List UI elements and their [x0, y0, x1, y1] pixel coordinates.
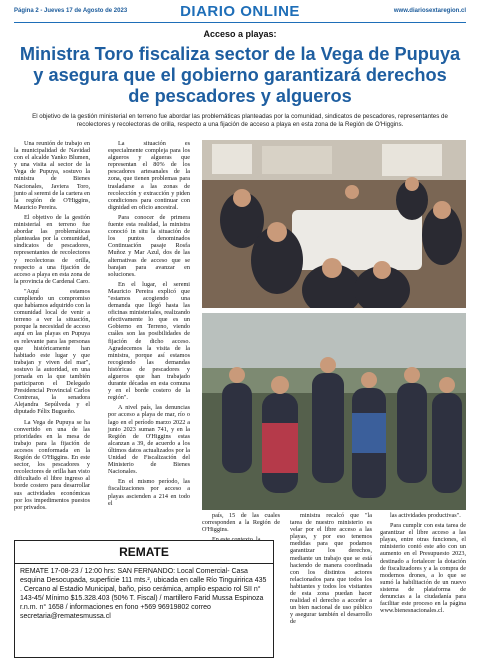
field-visit-photo-illustration: [202, 313, 466, 510]
paragraph: El objetivo de la gestión ministerial en terreno fue abordar las problemáticas planteadas por la comunidad, sindicatos de pescadores, representantes de recolectores y recolectoras de orilla, respecto a una fijación de acceso a playa en esta zona de la provincia de Cardenal Caro.: [14, 213, 90, 285]
meeting-photo: [202, 140, 466, 308]
headline-line: y asegura que el gobierno garantizará derechos: [33, 65, 447, 85]
field-visit-photo: [202, 313, 466, 510]
headline-line: de pescadores y algueros: [128, 86, 352, 106]
remate-title: REMATE: [15, 541, 273, 564]
article-column-5: [380, 512, 466, 617]
paragraph: A nivel país, las denuncias por acceso a playa de mar, río o lago en el período marzo 2022 a junio 2023 suman 741, y en la Región de O'Higgins estas alcanzan a 39, de acuerdo a los últimos datos actualizados por la Unidad de Fiscalización del Ministerio de Bienes Nacionales.: [108, 404, 190, 476]
article-column-2: [108, 140, 190, 510]
remate-body: REMATE 17-08-23 / 12:00 hrs: SAN FERNANDO: Local Comercial- Casa esquina Desocupada, superficie 111 mts.², ubicada en calle Río Tinguiririca 435 . Cercano al Estadio Municipal, baño, piso cerámica, amplio espacio rol SII n° 143-45/ Mínimo $15.328.403 (50% T. Fiscal) / martillero Farid Mussa Espinoza r.n.m. n° 1658 / informaciones en fono +569 96919802 correo secretaria@rematesmussa.cl: [20, 568, 267, 620]
meeting-photo-illustration: [202, 140, 466, 308]
page-info: Página 2 - Jueves 17 de Agosto de 2023: [14, 8, 128, 14]
paragraph: En el mismo período, las fiscalizaciones por acceso a playas ascienden a 214 en todo el: [108, 478, 190, 507]
paragraph: Para conocer de primera fuente esta realidad, la ministra conoció in situ la situación de los puntos denominados Continuación pasaje Rosfa Muñoz y Mar Azul, dos de las alternativas de acceso que se barajan para avanzar en soluciones.: [108, 213, 190, 278]
article-column-1: [14, 140, 90, 514]
remate-ad: [14, 540, 274, 658]
article-column-4: [290, 512, 372, 629]
masthead: DIARIO ONLINE: [180, 3, 300, 20]
paragraph: En el lugar, el seremi Mauricio Pereira explicó que "estamos acogiendo una demanda que llegó hasta las oficinas ministeriales, realizando efectivamente lo que es un Gobierno en Terreno, viendo cuáles son las posibilidades de fijación de dicho acceso. Agradecemos la visita de la ministra, porque así estamos recogiendo las demandas históricas de pescadores y algueros que han trabajado durante décadas en esta comuna y en el borde costero de la región".: [108, 280, 190, 402]
paragraph: las actividades productivas".: [390, 512, 461, 519]
paragraph: Una reunión de trabajo en la municipalidad de Navidad con el alcalde Yanko Blumen, y una visita al sector de la Vega de Pupuya, sostuvo la ministra de Bienes Nacionales, Javiera Toro, junto al seremi de la cartera en la región de O'Higgins, Mauricio Pereira.: [14, 140, 90, 211]
paragraph: país, 15 de las cuales corresponden a la Región de O'Higgins.: [202, 512, 280, 534]
paragraph: "Aquí estamos cumpliendo un compromiso que habíamos adquirido con la comunidad local de venir a terreno a ver la situación, porque la necesidad de acceso aquí en las playas en Pupuya es relevante para las personas que históricamente han habitado este lugar y que trabajan y viven del mar", sostuvo la autoridad, en una jornada en la que también participaron el Delegado Presidencial Provincial Carlos Contreras, la senadora Alejandra Sepúlveda y el diputado Félix Bugueño.: [14, 287, 90, 416]
paragraph: ministra recalcó que "la tarea de nuestro ministerio es velar por el libre acceso a las playas, y por eso tenemos medidas para que podamos garantizar los derechos, mediante un trabajo que se está haciendo de manera coordinada con los distintos actores relacionados para que todos los habitantes y todos los visitantes de esta zona puedan hacer realidad el derecho a acceder a un bien nacional de uso público y asegurar también el desarrollo de: [290, 512, 372, 626]
article-headline: [14, 44, 466, 107]
website-link[interactable]: www.diariosextaregion.cl: [393, 8, 466, 14]
paragraph: La Vega de Pupuya se ha convertido en una de las prioridades en la mesa de trabajo para la fijación de accesos conformada en la Región de O'Higgins. En este sector, los pescadores y recolectores de orilla han visto dificultado el libre ingreso al borde costero para desarrollar sus actividades económicas por los impedimentos puestos por privados.: [14, 418, 90, 511]
page-header: [14, 3, 466, 21]
article-kicker: Acceso a playas:: [203, 29, 277, 39]
paragraph: Para cumplir con esta tarea de garantizar el libre acceso a las playas, entre otras funciones, el ministerio contó este año con un aumento en el Presupuesto 2023, destinado a fortalecer la dotación de fiscalizadores y a la compra de modernos drones, a lo que se sumó la habilitación de un nuevo sistema de plataforma de denuncias a la ciudadanía para facilitar este proceso en la página www.bienesnacionales.cl.: [380, 522, 466, 615]
paragraph: La situación es especialmente compleja para los algueros y algueras que representan el 80% de los pescadores artesanales de la zona, que tienen problemas para trasladarse a las zonas de recolección y extracción y piden condiciones para continuar con dignidad en oficio ancestral.: [108, 140, 190, 211]
article-deck: El objetivo de la gestión ministerial en terreno fue abordar las problemáticas planteadas por la comunidad, sindicatos de pescadores, representantes de recolectores y recolectoras de orilla, respecto a una fijación de acceso a playa en esta zona de la Región de O'Higgins.: [32, 113, 448, 128]
header-divider: [14, 22, 466, 23]
headline-line: Ministra Toro fiscaliza sector de la Vega de Pupuya: [19, 44, 461, 64]
